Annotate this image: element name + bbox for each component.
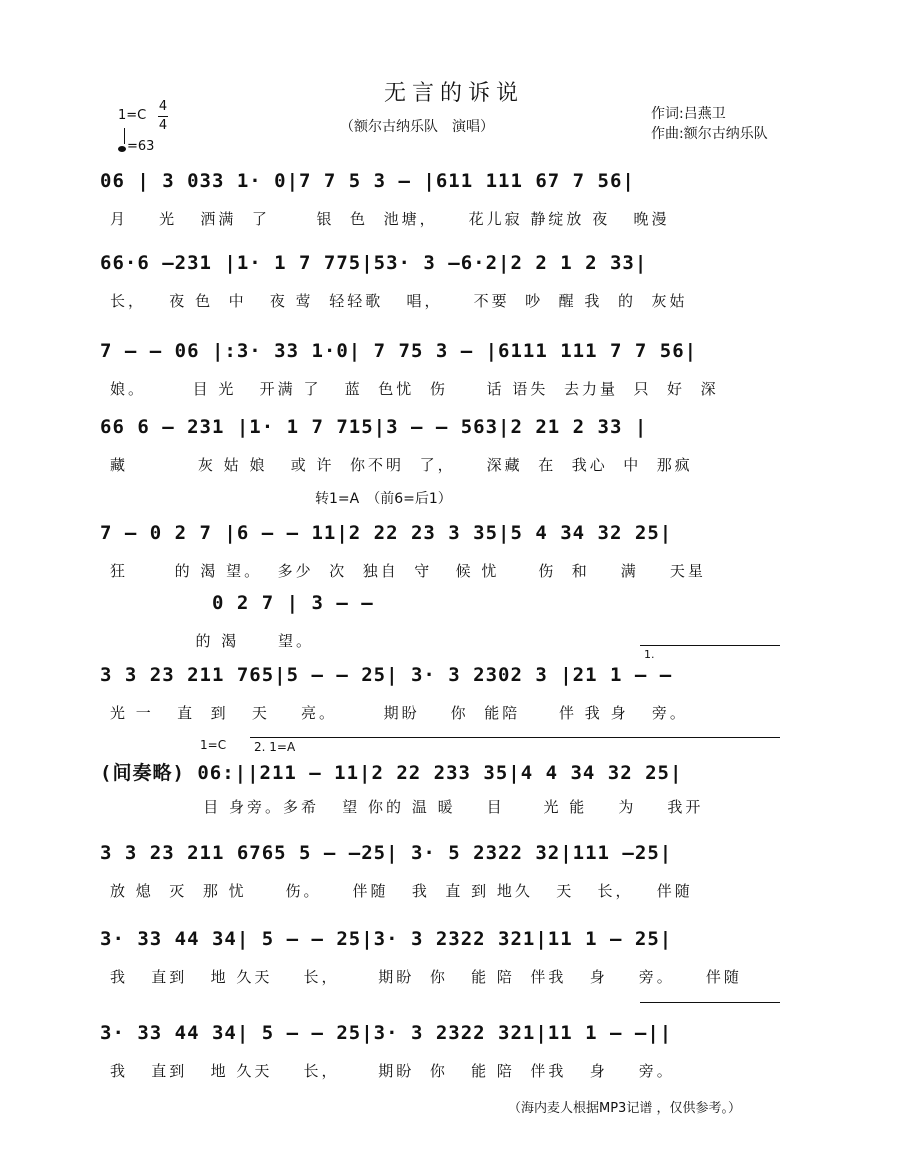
lyric-line: 娘。 目 光 开满 了 蓝 色忧 伤 话 语失 去力量 只 好 深 bbox=[110, 380, 719, 398]
repeat-key-marker: 1=C bbox=[200, 738, 227, 752]
lyric-line: 我 直到 地 久天 长， 期盼 你 能 陪 伴我 身 旁。 bbox=[110, 1062, 675, 1080]
modulation-marker: 转1=A （前6=后1） bbox=[315, 491, 452, 507]
transcription-note: （海内麦人根据MP3记谱 ，仅供参考。） bbox=[508, 1101, 741, 1116]
notation-line: 0 2 7 | 3 — — bbox=[100, 592, 374, 614]
key-signature: 1=C bbox=[118, 108, 147, 123]
lyric-line: 长， 夜 色 中 夜 莺 轻轻歌 唱， 不要 吵 醒 我 的 灰姑 bbox=[110, 292, 688, 310]
notation-line: 66 6 — 231 |1· 1 7 715|3 — — 563|2 21 2 33 | bbox=[100, 416, 648, 438]
notation-line: 06 | 3 033 1· 0|7 7 5 3 — |611 111 67 7 56| bbox=[100, 170, 635, 192]
ending-bracket-3 bbox=[640, 1002, 780, 1003]
lyric-line: 我 直到 地 久天 长， 期盼 你 能 陪 伴我 身 旁。 伴随 bbox=[110, 968, 742, 986]
credits bbox=[651, 104, 768, 144]
composer: 作曲:额尔古纳乐队 bbox=[651, 126, 768, 142]
notation-line: 3· 33 44 34| 5 — — 25|3· 3 2322 321|11 1 — —|| bbox=[100, 1022, 673, 1044]
ending-bracket-2 bbox=[250, 737, 780, 738]
lyric-line: 月 光 洒满 了 银 色 池塘， 花儿寂 静绽放 夜 晚漫 bbox=[110, 210, 670, 228]
lyricist: 作词:吕燕卫 bbox=[651, 106, 726, 122]
ending-bracket-1 bbox=[640, 645, 780, 646]
quarter-note-icon bbox=[118, 146, 126, 152]
lyric-line: 藏 灰 姑 娘 或 许 你不明 了， 深藏 在 我心 中 那疯 bbox=[110, 456, 693, 474]
notation-line: 3· 33 44 34| 5 — — 25|3· 3 2322 321|11 1 — 25| bbox=[100, 928, 673, 950]
tempo-value: =63 bbox=[127, 139, 155, 154]
tempo-mark bbox=[118, 134, 154, 154]
lyric-line: 狂 的 渴 望。 多少 次 独自 守 候 忧 伤 和 满 天星 bbox=[110, 562, 706, 580]
lyric-line: 目 身旁。多希 望 你的 温 暖 目 光 能 为 我开 bbox=[110, 798, 704, 816]
first-ending-marker: 1. bbox=[644, 648, 655, 661]
lyric-line: 光 一 直 到 天 亮。 期盼 你 能陪 伴 我 身 旁。 bbox=[110, 704, 688, 722]
time-bottom: 4 bbox=[158, 118, 168, 133]
second-ending-marker: 2. 1=A bbox=[254, 740, 296, 754]
notation-line: 7 — — 06 |:3· 33 1·0| 7 75 3 — |6111 111 7 7 56| bbox=[100, 340, 698, 362]
time-signature bbox=[158, 98, 168, 135]
lyric-line: 放 熄 灭 那 忧 伤。 伴随 我 直 到 地久 天 长， 伴随 bbox=[110, 882, 693, 900]
quarter-note-stem bbox=[124, 128, 125, 144]
notation-line: 3 3 23 211 765|5 — — 25| 3· 3 2302 3 |21 1 — — bbox=[100, 664, 673, 686]
time-top: 4 bbox=[158, 99, 168, 114]
song-title: 无言的诉说 bbox=[383, 81, 524, 106]
lyric-line: 的 渴 望。 bbox=[110, 632, 315, 650]
notation-line: (间奏略) 06:||211 — 11|2 22 233 35|4 4 34 32 25| bbox=[100, 762, 683, 784]
performer-note: （额尔古纳乐队 演唱） bbox=[340, 119, 494, 135]
notation-line: 7 — 0 2 7 |6 — — 11|2 22 23 3 35|5 4 34 32 25| bbox=[100, 522, 673, 544]
notation-line: 3 3 23 211 6765 5 — —25| 3· 5 2322 32|111 —25| bbox=[100, 842, 673, 864]
notation-line: 66·6 —231 |1· 1 7 775|53· 3 —6·2|2 2 1 2 33| bbox=[100, 252, 648, 274]
